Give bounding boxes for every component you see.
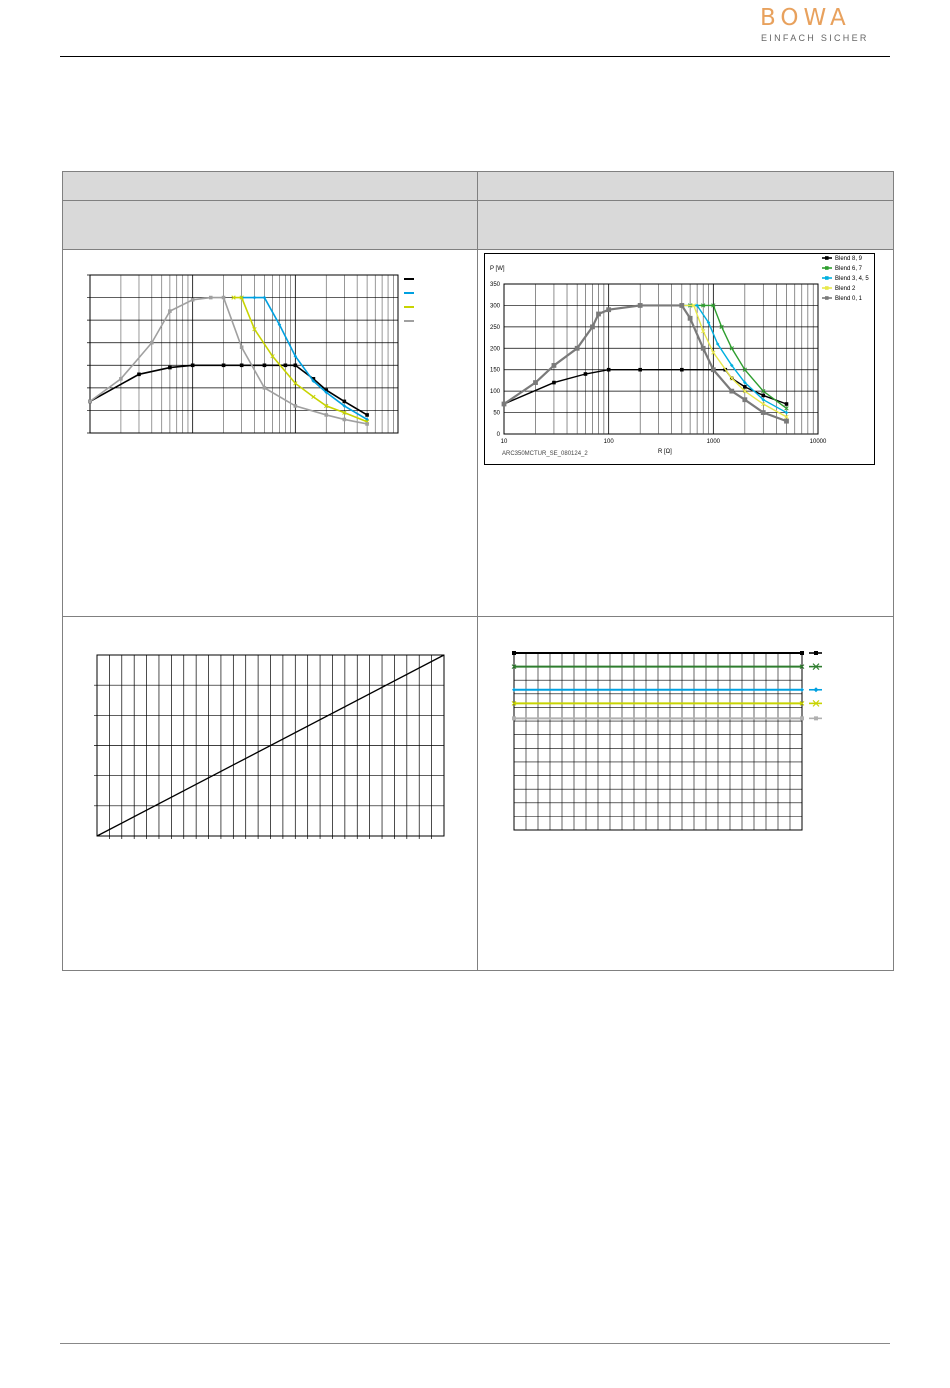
chart4-legend: [809, 651, 822, 720]
table-subheader-left: [62, 200, 478, 250]
data-point: [784, 419, 789, 424]
brand-name: BOWA: [760, 5, 851, 31]
data-point: [584, 372, 588, 376]
header-rule: [60, 56, 890, 57]
data-point: [701, 346, 706, 351]
legend-label: Blend 3, 4, 5: [835, 276, 869, 282]
plot-area: [90, 275, 398, 433]
data-point: [742, 397, 747, 402]
data-point: [222, 296, 226, 300]
data-point: [502, 402, 507, 407]
y-tick-label: 100: [489, 389, 500, 396]
data-point: [343, 400, 347, 404]
legend-label: Blend 8, 9: [835, 256, 863, 262]
data-point: [785, 402, 789, 406]
data-point: [365, 413, 369, 417]
y-tick-label: 250: [489, 324, 500, 331]
data-point: [209, 296, 213, 300]
data-point: [552, 363, 557, 368]
x-tick-label: 10000: [809, 439, 827, 445]
data-point: [800, 716, 804, 720]
data-point: [343, 418, 347, 422]
x-tick-label: 10: [500, 439, 508, 445]
data-point: [680, 368, 684, 372]
chart-linear: [90, 648, 450, 843]
data-point: [263, 363, 267, 367]
data-point: [240, 363, 244, 367]
data-point: [590, 324, 595, 329]
y-tick-label: 50: [493, 410, 500, 417]
data-point: [191, 298, 195, 302]
data-point: [533, 380, 538, 385]
data-point: [743, 385, 747, 389]
legend-marker: [825, 286, 829, 290]
data-point: [284, 363, 288, 367]
chart-constant-lines: [506, 645, 836, 835]
data-point: [638, 303, 643, 308]
bowa-logo: [758, 5, 890, 43]
legend-marker: [825, 296, 829, 300]
legend-marker: [825, 256, 829, 260]
legend-label: Blend 0, 1: [835, 296, 863, 302]
data-point: [137, 373, 141, 377]
table-header-right: [477, 171, 894, 201]
y-tick-label: 200: [489, 346, 500, 353]
data-point: [607, 368, 611, 372]
legend-label: Blend 6, 7: [835, 266, 863, 272]
x-tick-label: 1000: [706, 439, 721, 445]
legend-label: Blend 2: [835, 286, 856, 292]
data-point: [552, 381, 556, 385]
data-point: [679, 303, 684, 308]
legend-marker: [825, 276, 829, 280]
legend-marker: [814, 716, 818, 720]
data-point: [263, 386, 267, 390]
table-header-left: [62, 171, 478, 201]
data-point: [606, 307, 611, 312]
data-point: [596, 312, 601, 317]
chart1-legend: [404, 279, 414, 321]
data-point: [88, 400, 92, 404]
data-point: [575, 346, 580, 351]
data-point: [638, 368, 642, 372]
y-tick-label: 0: [496, 432, 500, 438]
data-point: [150, 341, 154, 345]
data-point: [729, 389, 734, 394]
data-point: [222, 363, 226, 367]
brand-tagline: EINFACH SICHER: [761, 33, 869, 43]
data-point: [688, 316, 693, 321]
data-point: [168, 309, 172, 313]
data-point: [294, 404, 298, 408]
y-tick-label: 150: [489, 367, 500, 374]
data-point: [119, 377, 123, 381]
legend-marker: [814, 651, 818, 655]
legend-marker: [825, 266, 829, 270]
data-point: [168, 366, 172, 370]
y-tick-label: 300: [489, 303, 500, 310]
chart-power-vs-resistance-left: [70, 258, 470, 448]
footer-rule: [60, 1343, 890, 1344]
table-subheader-right: [477, 200, 894, 250]
chart2-y-axis-label: P [W]: [490, 266, 505, 272]
chart4-grid: [514, 653, 802, 830]
chart2-x-axis-label: R [Ω]: [658, 449, 672, 455]
chart-power-vs-resistance-right: [484, 253, 876, 467]
x-tick-label: 100: [603, 439, 614, 445]
data-point: [512, 651, 516, 655]
data-point: [324, 413, 328, 417]
data-point: [761, 394, 765, 398]
data-point: [191, 363, 195, 367]
data-point: [761, 410, 766, 415]
y-tick-label: 350: [489, 282, 500, 288]
data-point: [711, 367, 716, 372]
data-point: [800, 651, 804, 655]
legend-marker: [814, 687, 819, 692]
data-point: [365, 422, 369, 426]
data-point: [512, 716, 516, 720]
chart2-annotation: ARC350MCTUR_SE_080124_2: [502, 451, 588, 457]
data-point: [294, 363, 298, 367]
data-point: [240, 345, 244, 349]
